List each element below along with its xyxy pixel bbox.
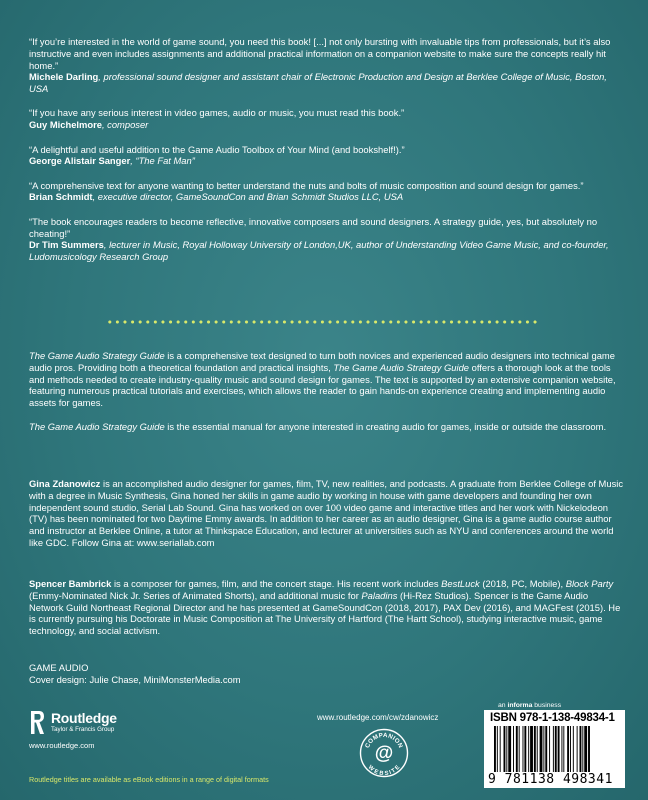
cover-design-credit: Cover design: Julie Chase, MiniMonsterMedia.com — [29, 673, 241, 685]
barcode-bar — [494, 726, 496, 772]
barcode-bar — [563, 726, 564, 772]
badge-bottom-text: WEBSITE — [366, 764, 402, 778]
barcode-bar — [553, 726, 554, 772]
quote-text: “If you have any serious interest in video games, audio or music, you must read this book.” — [29, 107, 405, 119]
quote-author-role: , composer — [101, 119, 149, 131]
book-title: The Game Audio Strategy Guide — [333, 361, 470, 373]
barcode-bar — [545, 726, 547, 772]
barcode-bar — [540, 726, 543, 772]
informa-brand: informa — [507, 702, 533, 709]
description-text: is the essential manual for anyone interested in creating audio for games, inside or outside the classroom. — [164, 420, 607, 432]
barcode-bar — [497, 726, 498, 772]
badge-top-text: COMPANION — [363, 731, 405, 750]
barcode-bar — [537, 726, 538, 772]
barcode-bar — [580, 726, 582, 772]
quote-author: George Alistair Sanger — [29, 155, 131, 167]
barcode-bar — [513, 726, 514, 772]
barcode-bar — [519, 726, 520, 772]
quote-author-role: , “The Fat Man” — [130, 155, 195, 167]
endorsement-quote — [29, 144, 625, 168]
barcode-bar — [508, 726, 511, 772]
barcode-bar — [500, 726, 501, 772]
quote-author-role: , lecturer in Music, Royal Holloway University of London,UK, author of Understanding Video Game Music, and co-founder, Ludomusicology Research Group — [29, 239, 609, 263]
informa-tagline — [498, 702, 561, 709]
author-bio-text: (Emmy-Nominated Nick Jr. Series of Animated Shorts), and additional music for — [29, 589, 362, 601]
dotted-divider — [106, 319, 540, 325]
isbn-number: ISBN 978-1-138-49834-1 — [490, 712, 615, 724]
endorsement-quote — [29, 216, 625, 263]
barcode-bar — [558, 726, 560, 772]
barcode-bar — [588, 726, 590, 772]
quote-text: “If you’re interested in the world of game sound, you need this book! [...] not only bursting with invaluable tips from professionals, but it’s also instructive and even includes assignments and additional practical information on a companion website to make sure the concepts really hit home.” — [29, 36, 611, 71]
description-text: offers a thorough look at the tools and methods needed to create industry-quality music and sound design for games. The text is supported by an extensive companion website, featuring numerous practical tutorials and exercises, which allows the reader to gain hands-on experience creating and implementing audio assets for games. — [29, 361, 616, 409]
barcode-bar — [577, 726, 578, 772]
barcode-digits: 9 781138 498341 — [488, 772, 613, 787]
author-bio-text: (Hi-Rez Studios). Spencer is the Game Audio Network Guild Northeast Regional Director and he has presented at GameSoundCon (2018, 2017), PAX Dev (2016), and MAGFest (2015). He is currently pursuing his Doctorate in Music Composition at The University of Hartford (The Hartt School), studying interactive music, game technology, and social activism. — [29, 589, 621, 637]
barcode-bar — [523, 726, 524, 772]
barcode-bar — [524, 726, 526, 772]
endorsement-quote — [29, 107, 625, 131]
barcode-bar — [567, 726, 569, 772]
companion-website-url[interactable]: www.routledge.com/cw/zdanowicz — [317, 713, 439, 722]
endorsement-quote — [29, 36, 625, 95]
author-bio-text: is a composer for games, film, and the concert stage. His recent work includes — [111, 578, 442, 589]
isbn-barcode — [484, 710, 625, 788]
companion-website-badge — [359, 728, 409, 778]
quote-text: “A delightful and useful addition to the Game Audio Toolbox of Your Mind (and bookshelf!).” — [29, 143, 405, 155]
barcode-bar — [530, 726, 533, 772]
author-bio-gina — [29, 478, 625, 549]
at-sign-icon: @ — [374, 743, 394, 764]
barcode-bar — [555, 726, 557, 772]
author-bio-spencer — [29, 578, 625, 637]
quote-author: Guy Michelmore — [29, 119, 102, 131]
description-paragraph — [29, 350, 625, 409]
barcode-bar — [549, 726, 550, 772]
quote-author: Brian Schmidt — [29, 191, 93, 203]
publisher-group: Taylor & Francis Group — [51, 726, 115, 733]
game-title: Paladins — [361, 589, 398, 601]
show-title: Block Party — [565, 578, 614, 589]
barcode-bar — [582, 726, 583, 772]
author-bio-text: is an accomplished audio designer for games, film, TV, new realities, and podcasts. A graduate from Berklee College of Music with a degree in Music Synthesis, Gina honed her skills in game audio by working in house with game developers and founding her own independent sound studio, Serial Lab Sound. Gina has worked on over 100 video game and interactive titles and her work with Nickelodeon (TV) has been nominated for two Daytime Emmy awards. In addition to her career as an audio designer, Gina is a game audio course author and instructor at Berklee Online, a tutor at Thinkspace Education, and lecturer at universities such as NYU and conferences around the world like GDC. Follow Gina at: www.seriallab.com — [29, 478, 624, 548]
barcode-bar — [534, 726, 536, 772]
author-bio-text: (2018, PC, Mobile), — [479, 578, 566, 589]
barcode-bar — [506, 726, 507, 772]
barcode-bar — [561, 726, 562, 772]
series-name: GAME AUDIO — [29, 662, 89, 673]
quote-author-role: , executive director, GameSoundCon and Brian Schmidt Studios LLC, USA — [92, 191, 404, 203]
barcode-bar — [543, 726, 544, 772]
informa-suffix: business — [532, 702, 562, 709]
quote-author-role: , professional sound designer and assistant chair of Electronic Production and Design at Berklee College of Music, Boston, USA — [29, 71, 607, 95]
author-name: Spencer Bambrick — [29, 578, 112, 589]
publisher-name: Routledge — [51, 710, 117, 726]
barcode-bar — [584, 726, 587, 772]
ebook-note: Routledge titles are available as eBook editions in a range of digital formats — [29, 775, 269, 784]
publisher-website[interactable]: www.routledge.com — [29, 741, 95, 750]
description-paragraph — [29, 421, 625, 433]
barcode-bar — [504, 726, 506, 772]
barcode-bar — [516, 726, 518, 772]
quote-text: “A comprehensive text for anyone wanting to better understand the nuts and bolts of music composition and sound design for games.” — [29, 179, 584, 191]
author-name: Gina Zdanowicz — [29, 478, 101, 489]
quote-author: Dr Tim Summers — [29, 239, 104, 251]
barcode-bar — [573, 726, 574, 772]
book-title: The Game Audio Strategy Guide — [29, 420, 165, 432]
barcode-bar — [528, 726, 529, 772]
endorsements — [29, 36, 625, 275]
description-text: is a comprehensive text designed to turn both novices and experienced audio designers into technical game audio pros. Providing both a theoretical foundation and practical insights, — [29, 350, 615, 373]
informa-prefix: an — [498, 702, 508, 709]
quote-author: Michele Darling — [29, 71, 99, 83]
routledge-r-icon — [29, 709, 46, 736]
endorsement-quote — [29, 180, 625, 204]
quote-text: “The book encourages readers to become reflective, innovative composers and sound designers. A strategy guide, yes, but absolutely no cheating!” — [29, 215, 598, 239]
svg-text:WEBSITE — [367, 764, 402, 777]
barcode-bars — [494, 726, 620, 772]
book-title: The Game Audio Strategy Guide — [29, 350, 165, 361]
barcode-bar — [570, 726, 571, 772]
series-info — [29, 662, 241, 685]
game-title: BestLuck — [441, 578, 480, 589]
publisher-logo — [29, 709, 117, 736]
book-description — [29, 350, 625, 445]
